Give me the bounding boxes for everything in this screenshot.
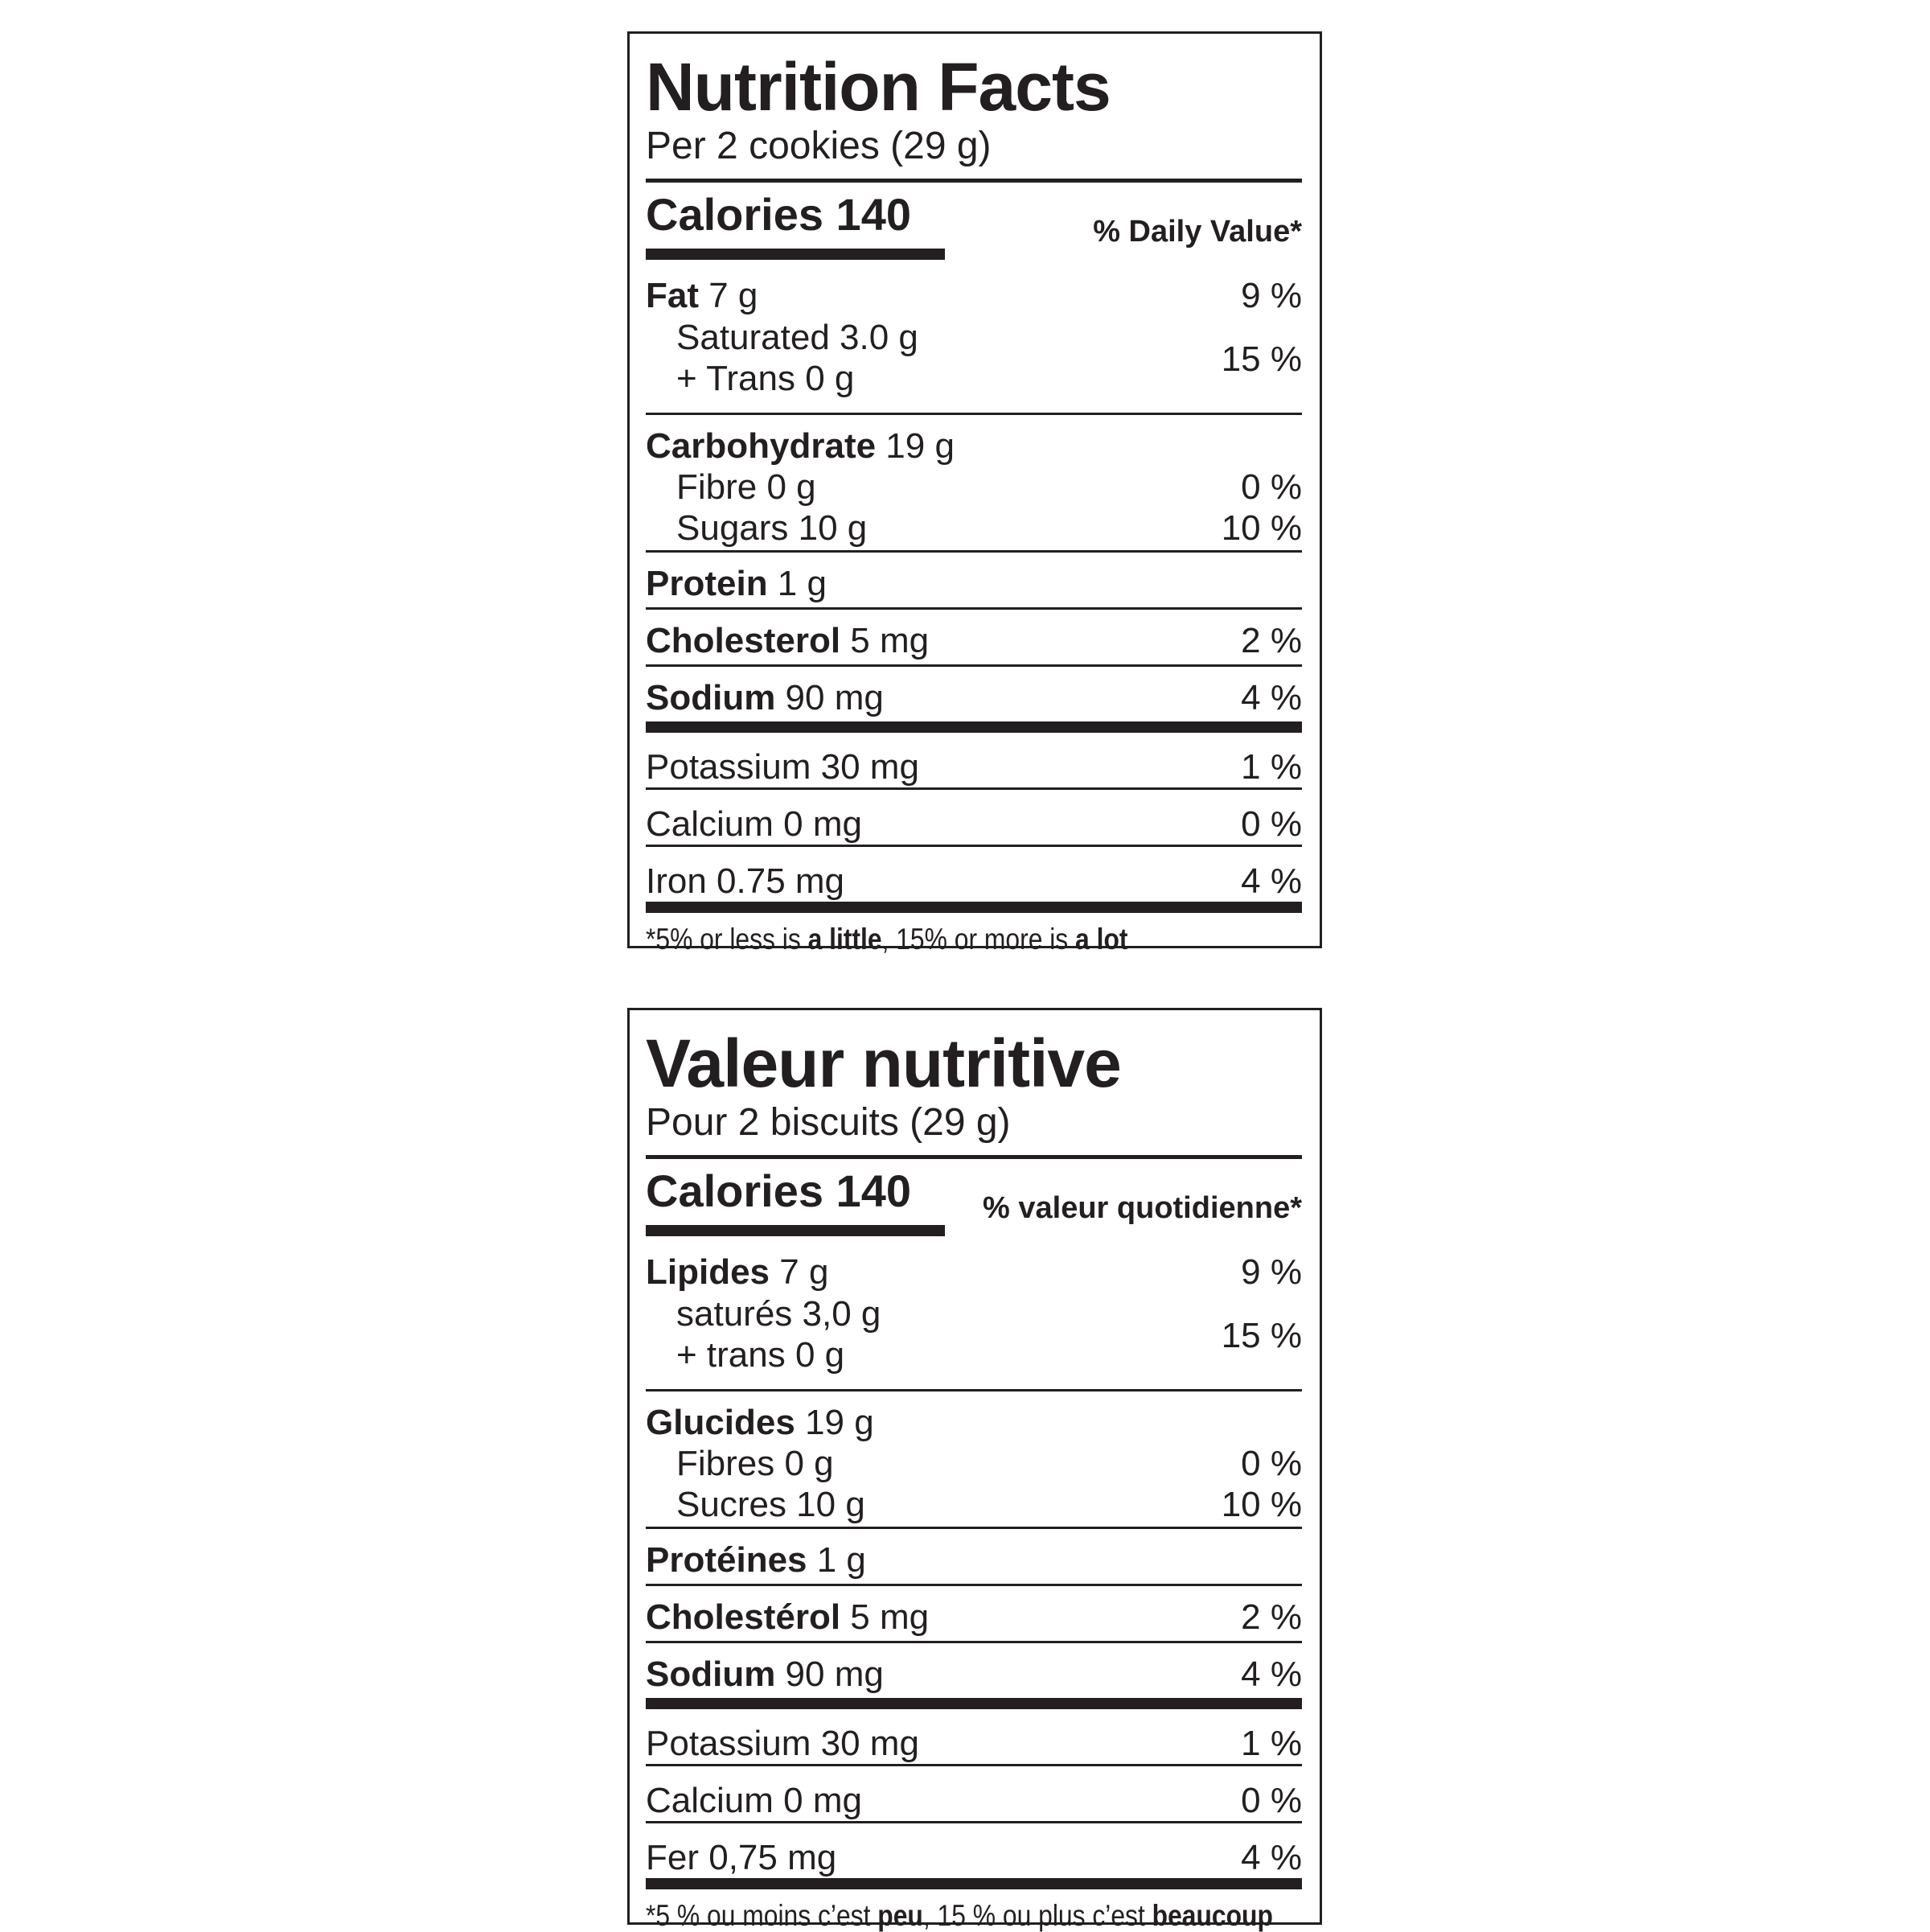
thick-divider <box>646 721 1302 733</box>
fibre-line: Fibre 0 g <box>676 467 816 507</box>
footnote-bold2: a lot <box>1075 923 1128 956</box>
iron-dv: 4 % <box>1241 861 1302 901</box>
potassium-label: Potassium 30 mg <box>646 1724 919 1763</box>
panel-title: Valeur nutritive <box>646 1026 1121 1101</box>
fat-amount: 7 g <box>770 1252 829 1292</box>
cholesterol-line <box>646 621 929 661</box>
sodium-row <box>646 667 1302 721</box>
panel-title: Nutrition Facts <box>646 49 1111 125</box>
footnote-part1: *5% or less is <box>646 923 808 956</box>
footnote-bold1: a little <box>807 923 882 956</box>
protein-line <box>646 564 827 604</box>
sat-trans-dv: 15 % <box>1221 1316 1302 1355</box>
fat-amount: 7 g <box>699 276 758 315</box>
footnote <box>646 924 1210 954</box>
iron-row <box>646 847 1302 902</box>
protein-amount: 1 g <box>767 564 827 603</box>
daily-value-header: % Daily Value* <box>1093 215 1302 249</box>
sodium-label: Sodium <box>646 678 776 717</box>
trans-line: + trans 0 g <box>676 1335 845 1375</box>
fat-label: Fat <box>646 276 699 315</box>
iron-label: Iron 0.75 mg <box>646 861 845 901</box>
protein-amount: 1 g <box>807 1540 866 1580</box>
iron-row <box>646 1823 1302 1878</box>
cholesterol-label: Cholesterol <box>646 621 841 660</box>
fibre-line: Fibres 0 g <box>676 1444 834 1483</box>
nutrition-facts-panel-english <box>627 31 1322 956</box>
fat-block <box>646 263 1302 413</box>
thick-divider <box>646 902 1302 913</box>
sodium-label: Sodium <box>646 1655 776 1694</box>
footnote-bold1: peu <box>877 1899 923 1932</box>
thick-divider <box>646 1878 1302 1889</box>
sugars-dv: 10 % <box>1221 508 1302 548</box>
carbohydrate-block <box>646 1391 1302 1527</box>
sodium-dv: 4 % <box>1241 678 1302 717</box>
calcium-row <box>646 1766 1302 1821</box>
cholesterol-dv: 2 % <box>1241 621 1302 660</box>
potassium-label: Potassium 30 mg <box>646 747 919 787</box>
sugars-line: Sugars 10 g <box>676 508 868 548</box>
sugars-dv: 10 % <box>1221 1485 1302 1524</box>
sat-trans-dv: 15 % <box>1221 339 1302 379</box>
fat-dv: 9 % <box>1241 1252 1302 1292</box>
protein-label: Protéines <box>646 1540 807 1580</box>
fat-dv: 9 % <box>1241 276 1302 315</box>
saturated-line: Saturated 3.0 g <box>676 318 918 357</box>
protein-line <box>646 1540 866 1581</box>
fat-line <box>646 276 758 316</box>
footnote-part2: , 15 % ou plus c’est <box>922 1899 1152 1932</box>
cholesterol-row <box>646 610 1302 664</box>
sodium-line <box>646 1655 884 1695</box>
iron-dv: 4 % <box>1241 1838 1302 1877</box>
cholesterol-label: Cholestérol <box>646 1597 841 1637</box>
iron-label: Fer 0,75 mg <box>646 1838 837 1877</box>
saturated-line: saturés 3,0 g <box>676 1294 881 1334</box>
serving-size: Pour 2 biscuits (29 g) <box>646 1101 1011 1144</box>
footnote <box>646 1899 1273 1932</box>
potassium-dv: 1 % <box>1241 1724 1302 1763</box>
calcium-label: Calcium 0 mg <box>646 804 862 844</box>
calories-row <box>646 183 1302 263</box>
calories-underline <box>646 1225 945 1236</box>
cholesterol-line <box>646 1597 929 1638</box>
calories-row <box>646 1159 1302 1239</box>
fat-block <box>646 1239 1302 1389</box>
potassium-dv: 1 % <box>1241 747 1302 787</box>
nutrition-facts-panel-french <box>627 1008 1322 1932</box>
calories-label: Calories 140 <box>646 189 911 240</box>
fibre-dv: 0 % <box>1241 1444 1302 1483</box>
footnote-part1: *5 % ou moins c’est <box>646 1899 878 1932</box>
sodium-line <box>646 678 884 718</box>
carbohydrate-line <box>646 426 955 467</box>
sodium-amount: 90 mg <box>775 678 884 717</box>
carbohydrate-label: Glucides <box>646 1403 795 1442</box>
sodium-dv: 4 % <box>1241 1655 1302 1694</box>
calories-underline <box>646 249 945 260</box>
carbohydrate-amount: 19 g <box>795 1403 874 1442</box>
daily-value-header: % valeur quotidienne* <box>983 1191 1302 1225</box>
calcium-label: Calcium 0 mg <box>646 1781 862 1820</box>
sugars-line: Sucres 10 g <box>676 1485 865 1524</box>
cholesterol-amount: 5 mg <box>840 621 930 660</box>
thick-divider <box>646 1698 1302 1709</box>
trans-line: + Trans 0 g <box>676 359 855 398</box>
potassium-row <box>646 1709 1302 1764</box>
calcium-dv: 0 % <box>1241 1781 1302 1820</box>
cholesterol-row <box>646 1586 1302 1641</box>
sodium-amount: 90 mg <box>775 1655 884 1694</box>
potassium-row <box>646 733 1302 787</box>
calories-label: Calories 140 <box>646 1165 911 1216</box>
cholesterol-amount: 5 mg <box>840 1597 930 1637</box>
carbohydrate-block <box>646 415 1302 550</box>
protein-label: Protein <box>646 564 768 603</box>
cholesterol-dv: 2 % <box>1241 1597 1302 1637</box>
protein-row <box>646 1529 1302 1584</box>
fat-line <box>646 1252 828 1293</box>
protein-row <box>646 553 1302 607</box>
sodium-row <box>646 1643 1302 1698</box>
calcium-dv: 0 % <box>1241 804 1302 844</box>
carbohydrate-label: Carbohydrate <box>646 426 877 466</box>
fibre-dv: 0 % <box>1241 467 1302 507</box>
footnote-bold2: beaucoup <box>1152 1899 1273 1932</box>
fat-label: Lipides <box>646 1252 770 1292</box>
carbohydrate-amount: 19 g <box>876 426 955 466</box>
calcium-row <box>646 790 1302 845</box>
serving-size: Per 2 cookies (29 g) <box>646 125 992 167</box>
carbohydrate-line <box>646 1403 874 1443</box>
footnote-part2: , 15% or more is <box>881 923 1076 956</box>
